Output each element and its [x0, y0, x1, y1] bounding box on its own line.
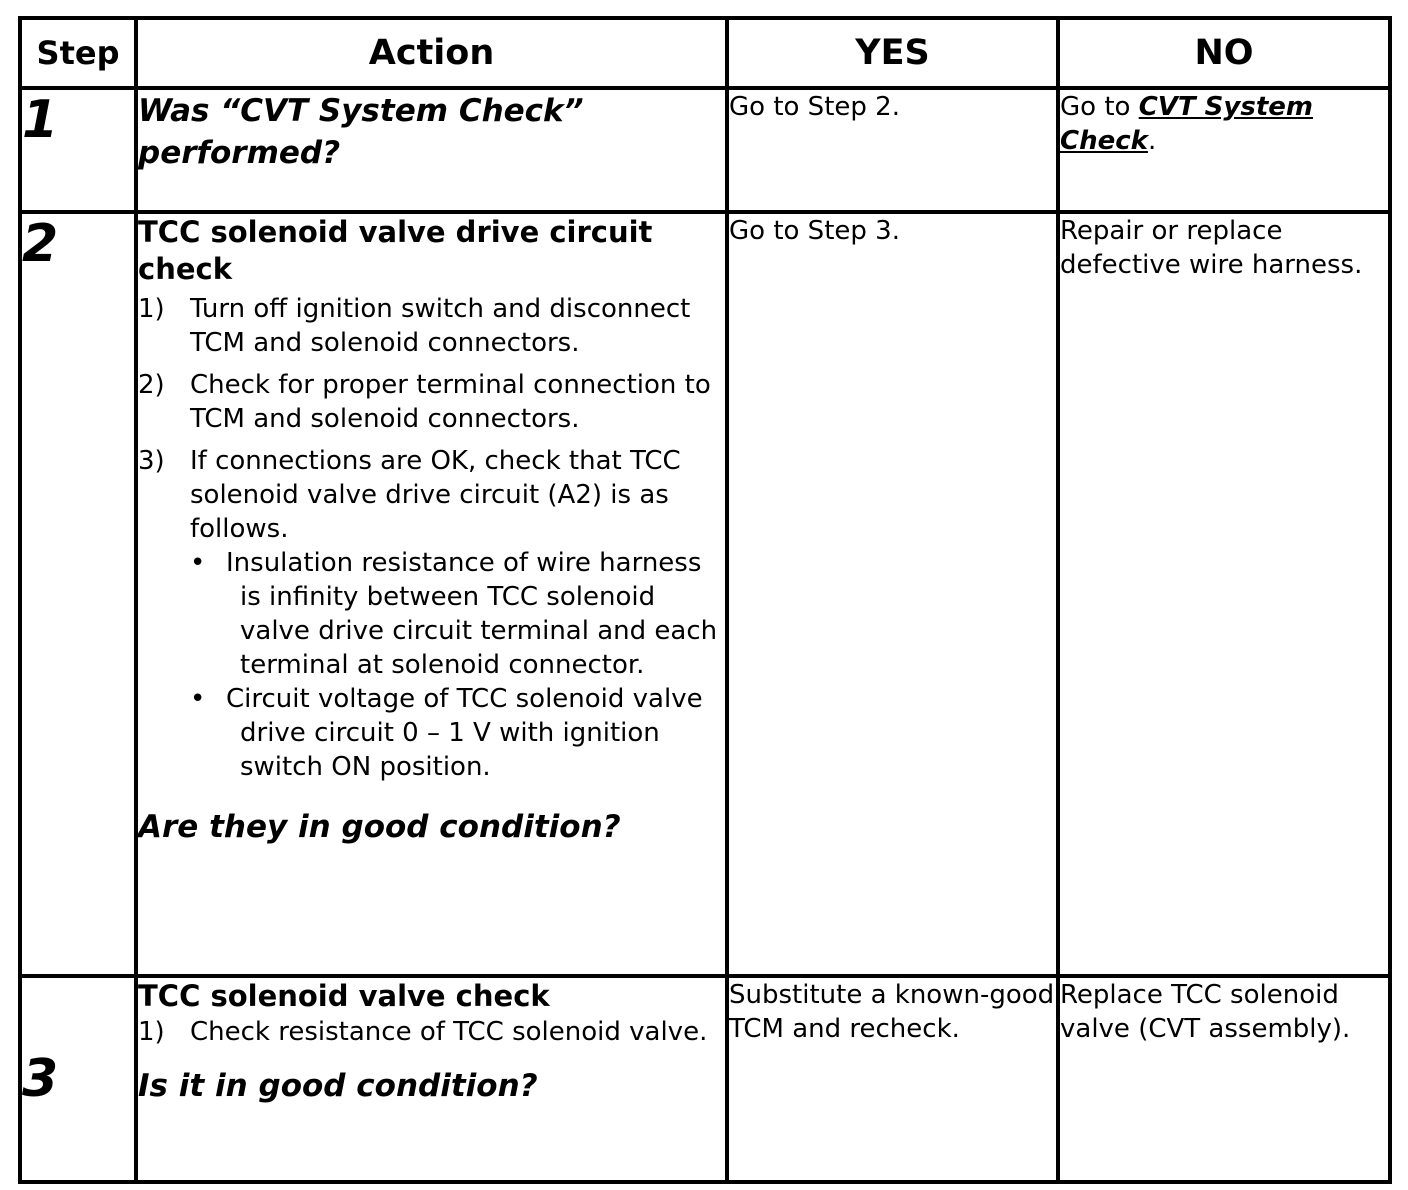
table-row-step-3 — [20, 976, 1390, 1182]
step-number: 2 — [20, 212, 136, 976]
header-yes: YES — [727, 18, 1058, 88]
action-cell — [136, 212, 727, 976]
condition-text: Circuit voltage of TCC solenoid valve drive circuit 0 – 1 V with ignition switch ON position. — [226, 684, 703, 782]
procedure-number: 1) — [138, 294, 165, 324]
procedure-item — [138, 292, 725, 360]
no-cell: Repair or replace defective wire harness. — [1058, 212, 1390, 976]
procedure-text: Turn off ignition switch and disconnect TCM and solenoid connectors. — [190, 294, 691, 358]
condition-item — [190, 546, 725, 682]
table-row-step-1 — [20, 88, 1390, 212]
diagnostic-table — [18, 16, 1392, 1184]
action-cell — [136, 976, 727, 1182]
no-prefix: Go to — [1060, 92, 1139, 122]
procedure-number: 3) — [138, 446, 165, 476]
yes-cell: Go to Step 3. — [727, 212, 1058, 976]
no-cell: Replace TCC solenoid valve (CVT assembly). — [1058, 976, 1390, 1182]
condition-list — [190, 546, 725, 784]
action-question: Are they in good condition? — [138, 809, 621, 845]
procedure-item — [138, 368, 725, 436]
procedure-item — [138, 1015, 725, 1049]
action-question: Was “CVT System Check” performed? — [138, 93, 584, 171]
step-number: 1 — [20, 88, 136, 212]
yes-cell: Substitute a known-good TCM and recheck. — [727, 976, 1058, 1182]
procedure-item — [138, 444, 725, 784]
table-header-row — [20, 18, 1390, 88]
procedure-number: 1) — [138, 1017, 165, 1047]
condition-item — [190, 682, 725, 784]
no-cell — [1058, 88, 1390, 212]
procedure-number: 2) — [138, 370, 165, 400]
action-cell — [136, 88, 727, 212]
yes-cell: Go to Step 2. — [727, 88, 1058, 212]
cvt-system-check-link[interactable]: CVT System Check — [1060, 92, 1313, 156]
procedure-text: If connections are OK, check that TCC solenoid valve drive circuit (A2) is as follows. — [190, 446, 681, 544]
procedure-text: Check for proper terminal connection to TCM and solenoid connectors. — [190, 370, 711, 434]
header-no: NO — [1058, 18, 1390, 88]
no-suffix: . — [1147, 126, 1157, 156]
action-title: TCC solenoid valve check — [138, 979, 550, 1013]
bullet-icon: • — [190, 548, 206, 578]
procedure-list — [138, 292, 725, 784]
header-step: Step — [20, 18, 136, 88]
bullet-icon: • — [190, 684, 206, 714]
action-title: TCC solenoid valve drive circuit check — [138, 215, 653, 286]
condition-text: Insulation resistance of wire harness is infinity between TCC solenoid valve drive circuit terminal and each terminal at solenoid connector. — [226, 548, 718, 680]
action-question: Is it in good condition? — [138, 1068, 538, 1104]
procedure-text: Check resistance of TCC solenoid valve. — [190, 1017, 708, 1047]
step-number: 3 — [20, 976, 136, 1182]
procedure-list — [138, 1015, 725, 1049]
header-action: Action — [136, 18, 727, 88]
table-row-step-2 — [20, 212, 1390, 976]
